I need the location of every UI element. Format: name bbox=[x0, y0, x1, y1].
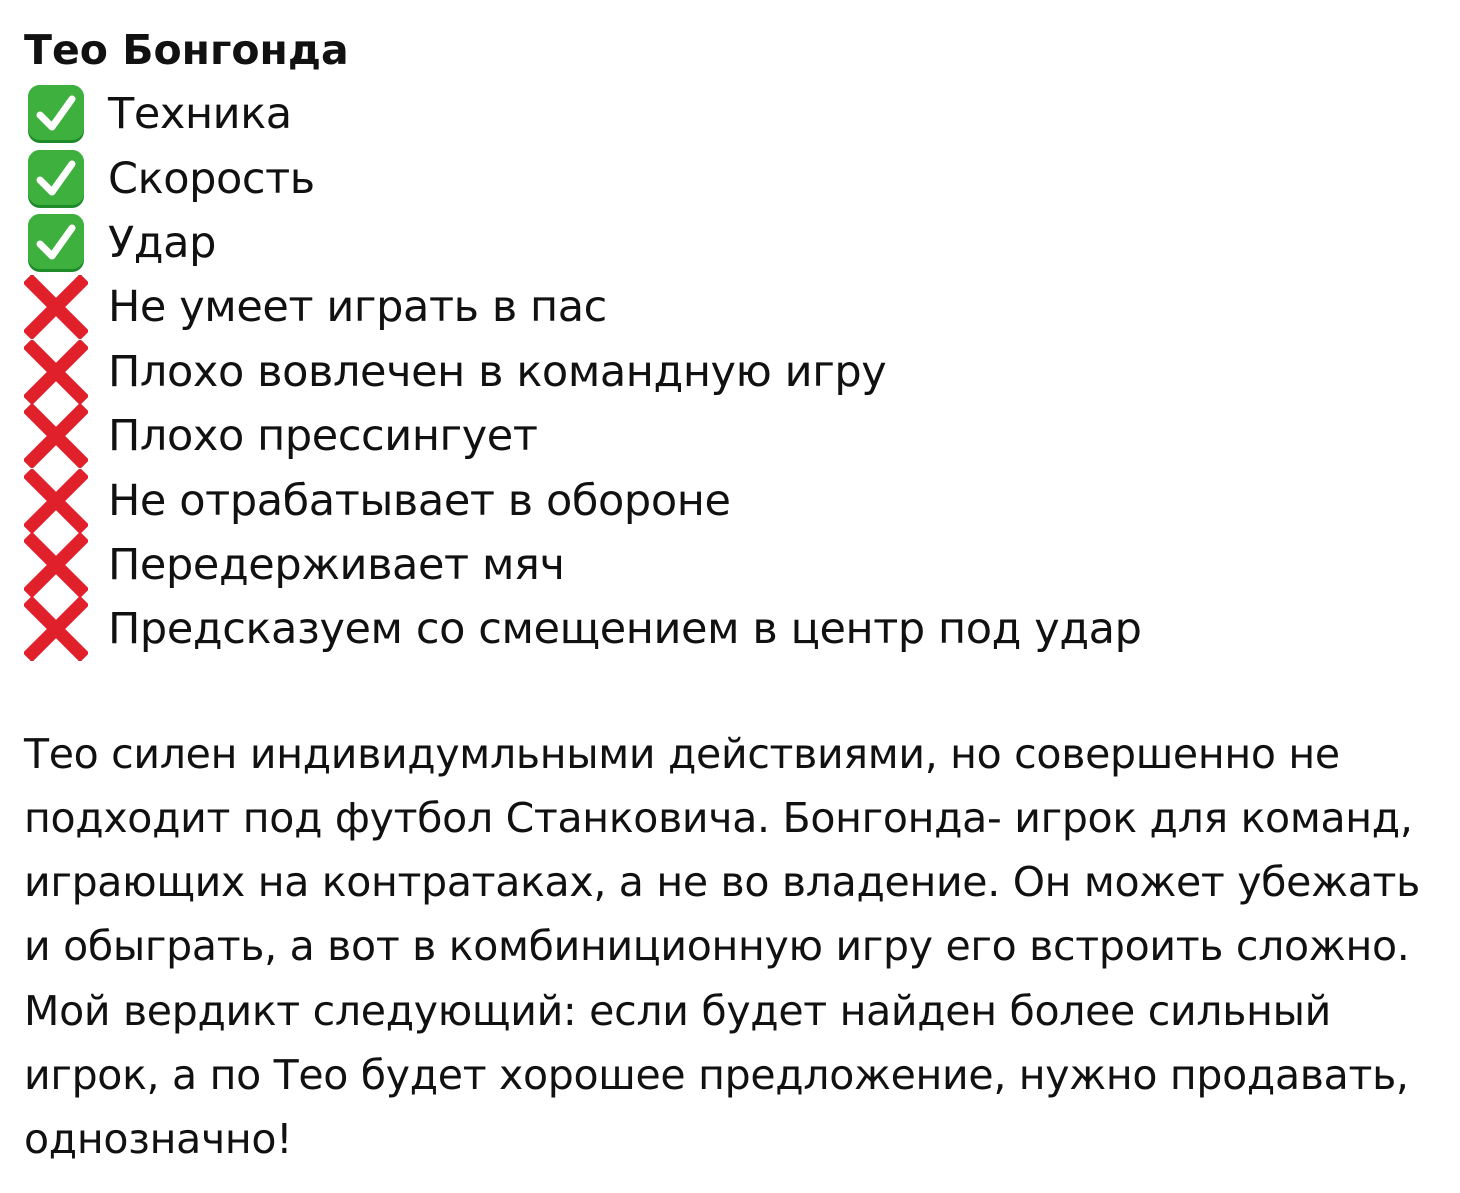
check-mark-icon bbox=[24, 211, 88, 275]
check-mark-icon bbox=[24, 82, 88, 146]
list-item-label: Передерживает мяч bbox=[108, 539, 565, 590]
list-item bbox=[24, 533, 1444, 597]
summary-paragraph: Тео силен индивидумльными действиями, но совершенно не подходит под футбол Станковича. Бонгонда- игрок для команд, играющих на контратаках, а не во владение. Он может убежать и обыграть, а вот в комбиниционную игру его встроить сложно. Мой вердикт следующий: если будет найден более сильный игрок, а по Тео будет хорошее предложение, нужно продавать, однозначно! bbox=[24, 729, 1420, 1164]
list-item-label: Не отрабатывает в обороне bbox=[108, 475, 731, 526]
list-item-label: Скорость bbox=[108, 153, 315, 204]
list-item-label: Удар bbox=[108, 217, 216, 268]
cross-mark-icon bbox=[24, 469, 88, 533]
cross-mark-icon bbox=[24, 275, 88, 339]
post bbox=[24, 18, 1444, 1172]
list-item bbox=[24, 146, 1444, 210]
cross-mark-icon bbox=[24, 404, 88, 468]
check-mark-icon bbox=[24, 147, 88, 211]
list-item bbox=[24, 275, 1444, 339]
list-item bbox=[24, 211, 1444, 275]
pros-cons-list bbox=[24, 82, 1444, 662]
list-item-label: Плохо прессингует bbox=[108, 411, 538, 462]
list-item-label: Предсказуем со смещением в центр под удар bbox=[108, 604, 1142, 655]
list-item-label: Плохо вовлечен в командную игру bbox=[108, 346, 887, 397]
list-item-label: Не умеет играть в пас bbox=[108, 282, 607, 333]
list-item bbox=[24, 340, 1444, 404]
post-title: Тео Бонгонда bbox=[24, 26, 349, 74]
cross-mark-icon bbox=[24, 340, 88, 404]
list-item-label: Техника bbox=[108, 89, 292, 140]
list-item bbox=[24, 82, 1444, 146]
cross-mark-icon bbox=[24, 597, 88, 661]
cross-mark-icon bbox=[24, 533, 88, 597]
list-item bbox=[24, 468, 1444, 532]
list-item bbox=[24, 597, 1444, 661]
list-item bbox=[24, 404, 1444, 468]
